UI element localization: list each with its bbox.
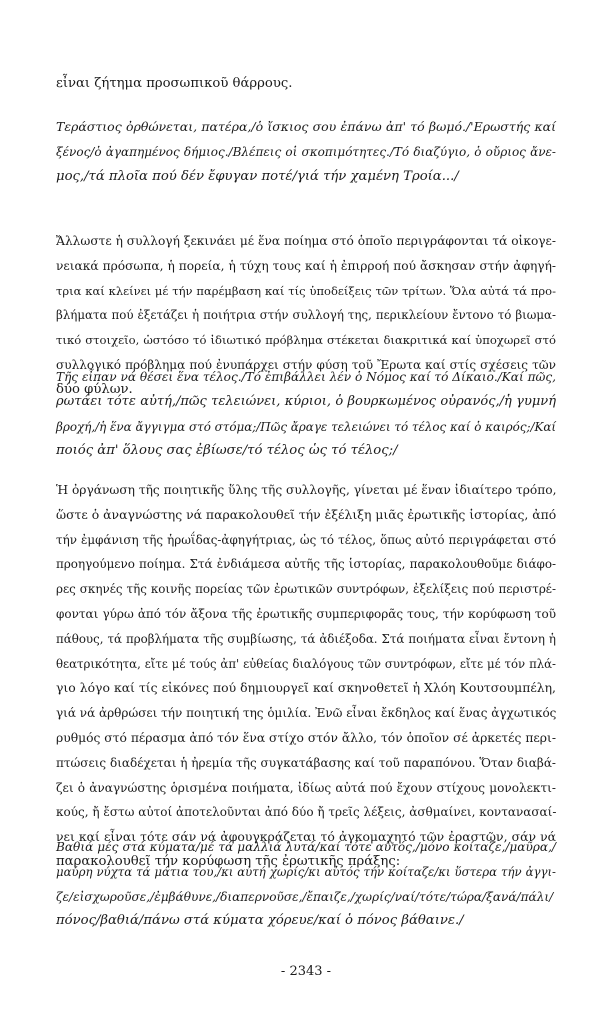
text-line: ποιός ἀπ' ὅλους σας ἐβίωσε/τό τέλος ὡς τό τέλος;/ — [56, 443, 398, 459]
poem-quote-1 — [56, 115, 556, 189]
text-line: τήν ἐμφάνιση τῆς ἡρωΐδας-ἀφηγήτριας, ὡς τό τέλος, ὅπως αὐτό περιγράφεται στό — [56, 532, 556, 547]
text-line: πτώσεις διαδέχεται ἡ ἠρεμία τῆς συγκατάβασης καί τοῦ παραπόνου. Ὅταν διαβά- — [56, 755, 556, 770]
text-line: ζε/εἰσχωροῦσε,/ἐμβάθυνε,/διαπερνοῦσε,/ἔπαιζε,/χωρίς/ναί/τότε/τώρα/ξανά/πάλι/ — [56, 889, 554, 904]
text-line: γιο λόγο καί τίς εἰκόνες πού δημιουργεῖ καί σκηνοθετεῖ ἡ Χλόη Κουτσουμπέλη, — [56, 680, 556, 696]
text-line: βροχή,/ἡ ἕνα ἄγγιγμα στό στόμα;/Πῶς ἄραγε τελειώνει τό τέλος καί ὁ καιρός;/Καί — [56, 419, 557, 434]
text-line: κούς, ἤ ἔστω αὐτοί ἀποτελοῦνται ἀπό δύο ἤ τρεῖς λέξεις, ἀσθμαίνει, κοντανασαί- — [56, 805, 557, 820]
text-line: παρακολουθεῖ τήν κορύφωση τῆς ἐρωτικῆς πράξης: — [56, 853, 401, 869]
text-line: συλλογικό πρόβλημα πού ἐνυπάρχει στήν φύση τοῦ Ἔρωτα καί στίς σχέσεις τῶν — [56, 357, 556, 372]
text-line: Βαθιά μές στά κύματα/μέ τά μαλλιά λυτά/καί τότε αὐτός,/μόνο κοίταζε,/μαῦρα,/ — [56, 840, 556, 854]
paragraph-continuation — [56, 72, 556, 97]
text-line: τρια καί κλείνει μέ τήν παρέμβαση καί τίς ὑποδείξεις τῶν τρίτων. Ὅλα αὐτά τά προ- — [56, 283, 556, 298]
text-line: ζει ὁ ἀναγνώστης ὁρισμένα ποιήματα, ἰδίως αὐτά πού ἔχουν στίχους μονολεκτι- — [56, 780, 556, 795]
text-line: βλήματα πού ἐξετάζει ἡ ποιήτρια στήν συλλογή της, περικλείουν ἔντονο τό βιωμα- — [56, 308, 556, 323]
text-line: μος,/τά πλοῖα πού δέν ἔφυγαν ποτέ/γιά τήν χαμένη Τροία.../ — [56, 168, 459, 184]
text-line: ρες σκηνές τῆς κοινῆς πορείας τῶν ἐρωτικῶν συντρόφων, ἐξελίξεις πού περιστρέ- — [56, 582, 556, 597]
text-line: θεατρικότητα, εἴτε μέ τούς ἀπ' εὐθείας διαλόγους τῶν συντρόφων, εἴτε μέ τόν πλά- — [56, 656, 556, 671]
text-line: δύο φύλων. — [56, 381, 133, 397]
paragraph-organization — [56, 478, 556, 875]
page-number: - 2343 - — [280, 964, 332, 979]
text-line: πάθους, τά προβλήματα τῆς συμβίωσης, τά ἀδιέξοδα. Στά ποιήματα εἶναι ἔντονη ἡ — [56, 631, 556, 646]
text-line: Ἡ ὀργάνωση τῆς ποιητικῆς ὕλης τῆς συλλογῆς, γίνεται μέ ἕναν ἰδιαίτερο τρόπο, — [56, 483, 557, 497]
text-line: προηγούμενο ποίημα. Στά ἐνδιάμεσα αὐτῆς τῆς ἱστορίας, παρακολουθοῦμε διάφο- — [56, 557, 556, 572]
text-line: γιά νά ἀρθρώσει τήν ποιητική της ὁμιλία. Ἐνῶ εἶναι ἔκδηλος καί ἕνας ἀγχωτικός — [56, 706, 557, 721]
text-line: πόνος/βαθιά/πάνω στά κύματα χόρευε/καί ὁ πόνος βάθαινε./ — [56, 913, 464, 929]
text-line: μαύρη νύχτα τά μάτια του,/κι αὐτή χωρίς/κι αὐτός τήν κοίταζε/κι ὕστερα τήν ἀγγι- — [56, 864, 556, 879]
text-line: Τεράστιος ὀρθώνεται, πατέρα,/ὁ ἴσκιος σου ἐπάνω ἀπ' τό βωμό./'Ερωστής καί — [56, 119, 556, 134]
text-line: ρυθμός στό πέρασμα ἀπό τόν ἕνα στίχο στόν ἄλλο, τόν ὁποῖον σέ ἀρκετές περι- — [56, 730, 556, 745]
text-line: ξένος/ὁ ἀγαπημένος δήμιος./Βλέπεις οἱ σκοπιμότητες./Τό διαζύγιο, ὁ οὔριος ἄνε- — [56, 144, 556, 159]
text-line: Ἄλλωστε ἡ συλλογή ξεκινάει μέ ἕνα ποίημα στό ὁποῖο περιγράφονται τά οἰκογε- — [56, 234, 556, 248]
text-line: νειακά πρόσωπα, ἡ πορεία, ἡ τύχη τους καί ἡ ἐπιρροή πού ἄσκησαν στήν ἀφηγή- — [56, 258, 556, 273]
text-line: ὥστε ὁ ἀναγνώστης νά παρακολουθεῖ τήν ἐξέλιξη μιᾶς ἐρωτικῆς ἱστορίας, ἀπό — [56, 506, 557, 522]
poem-quote-3 — [56, 835, 556, 934]
text-line: εἶναι ζήτημα προσωπικοῦ θάρρους. — [56, 76, 293, 91]
text-line: φονται γύρω ἀπό τόν ἄξονα τῆς ἐρωτικῆς συμπεριφορᾶς τους, τήν κορύφωση τοῦ — [56, 606, 556, 621]
document-page — [56, 0, 556, 1024]
text-line: νει καί εἶναι τότε σάν νά ἀφουγκράζεται τό ἀγκομαχητό τῶν ἐραστῶν, σάν νά — [56, 829, 556, 845]
poem-quote-2 — [56, 365, 556, 464]
text-line: τικό στοιχεῖο, ὡστόσο τό ἰδιωτικό πρόβλημα στέκεται διακριτικά καί ὑποχωρεῖ στό — [56, 333, 556, 348]
text-line: ρωτάει τότε αὐτή,/πῶς τελειώνει, κύριοι, ὁ βουρκωμένος οὐρανός,/ἡ γυμνή — [56, 393, 556, 409]
text-line: Τῆς εἶπαν νά θέσει ἕνα τέλος./Τό ἐπιβάλλει λέν ὁ Νόμος καί τό Δίκαιο./Καί πῶς, — [56, 370, 556, 384]
